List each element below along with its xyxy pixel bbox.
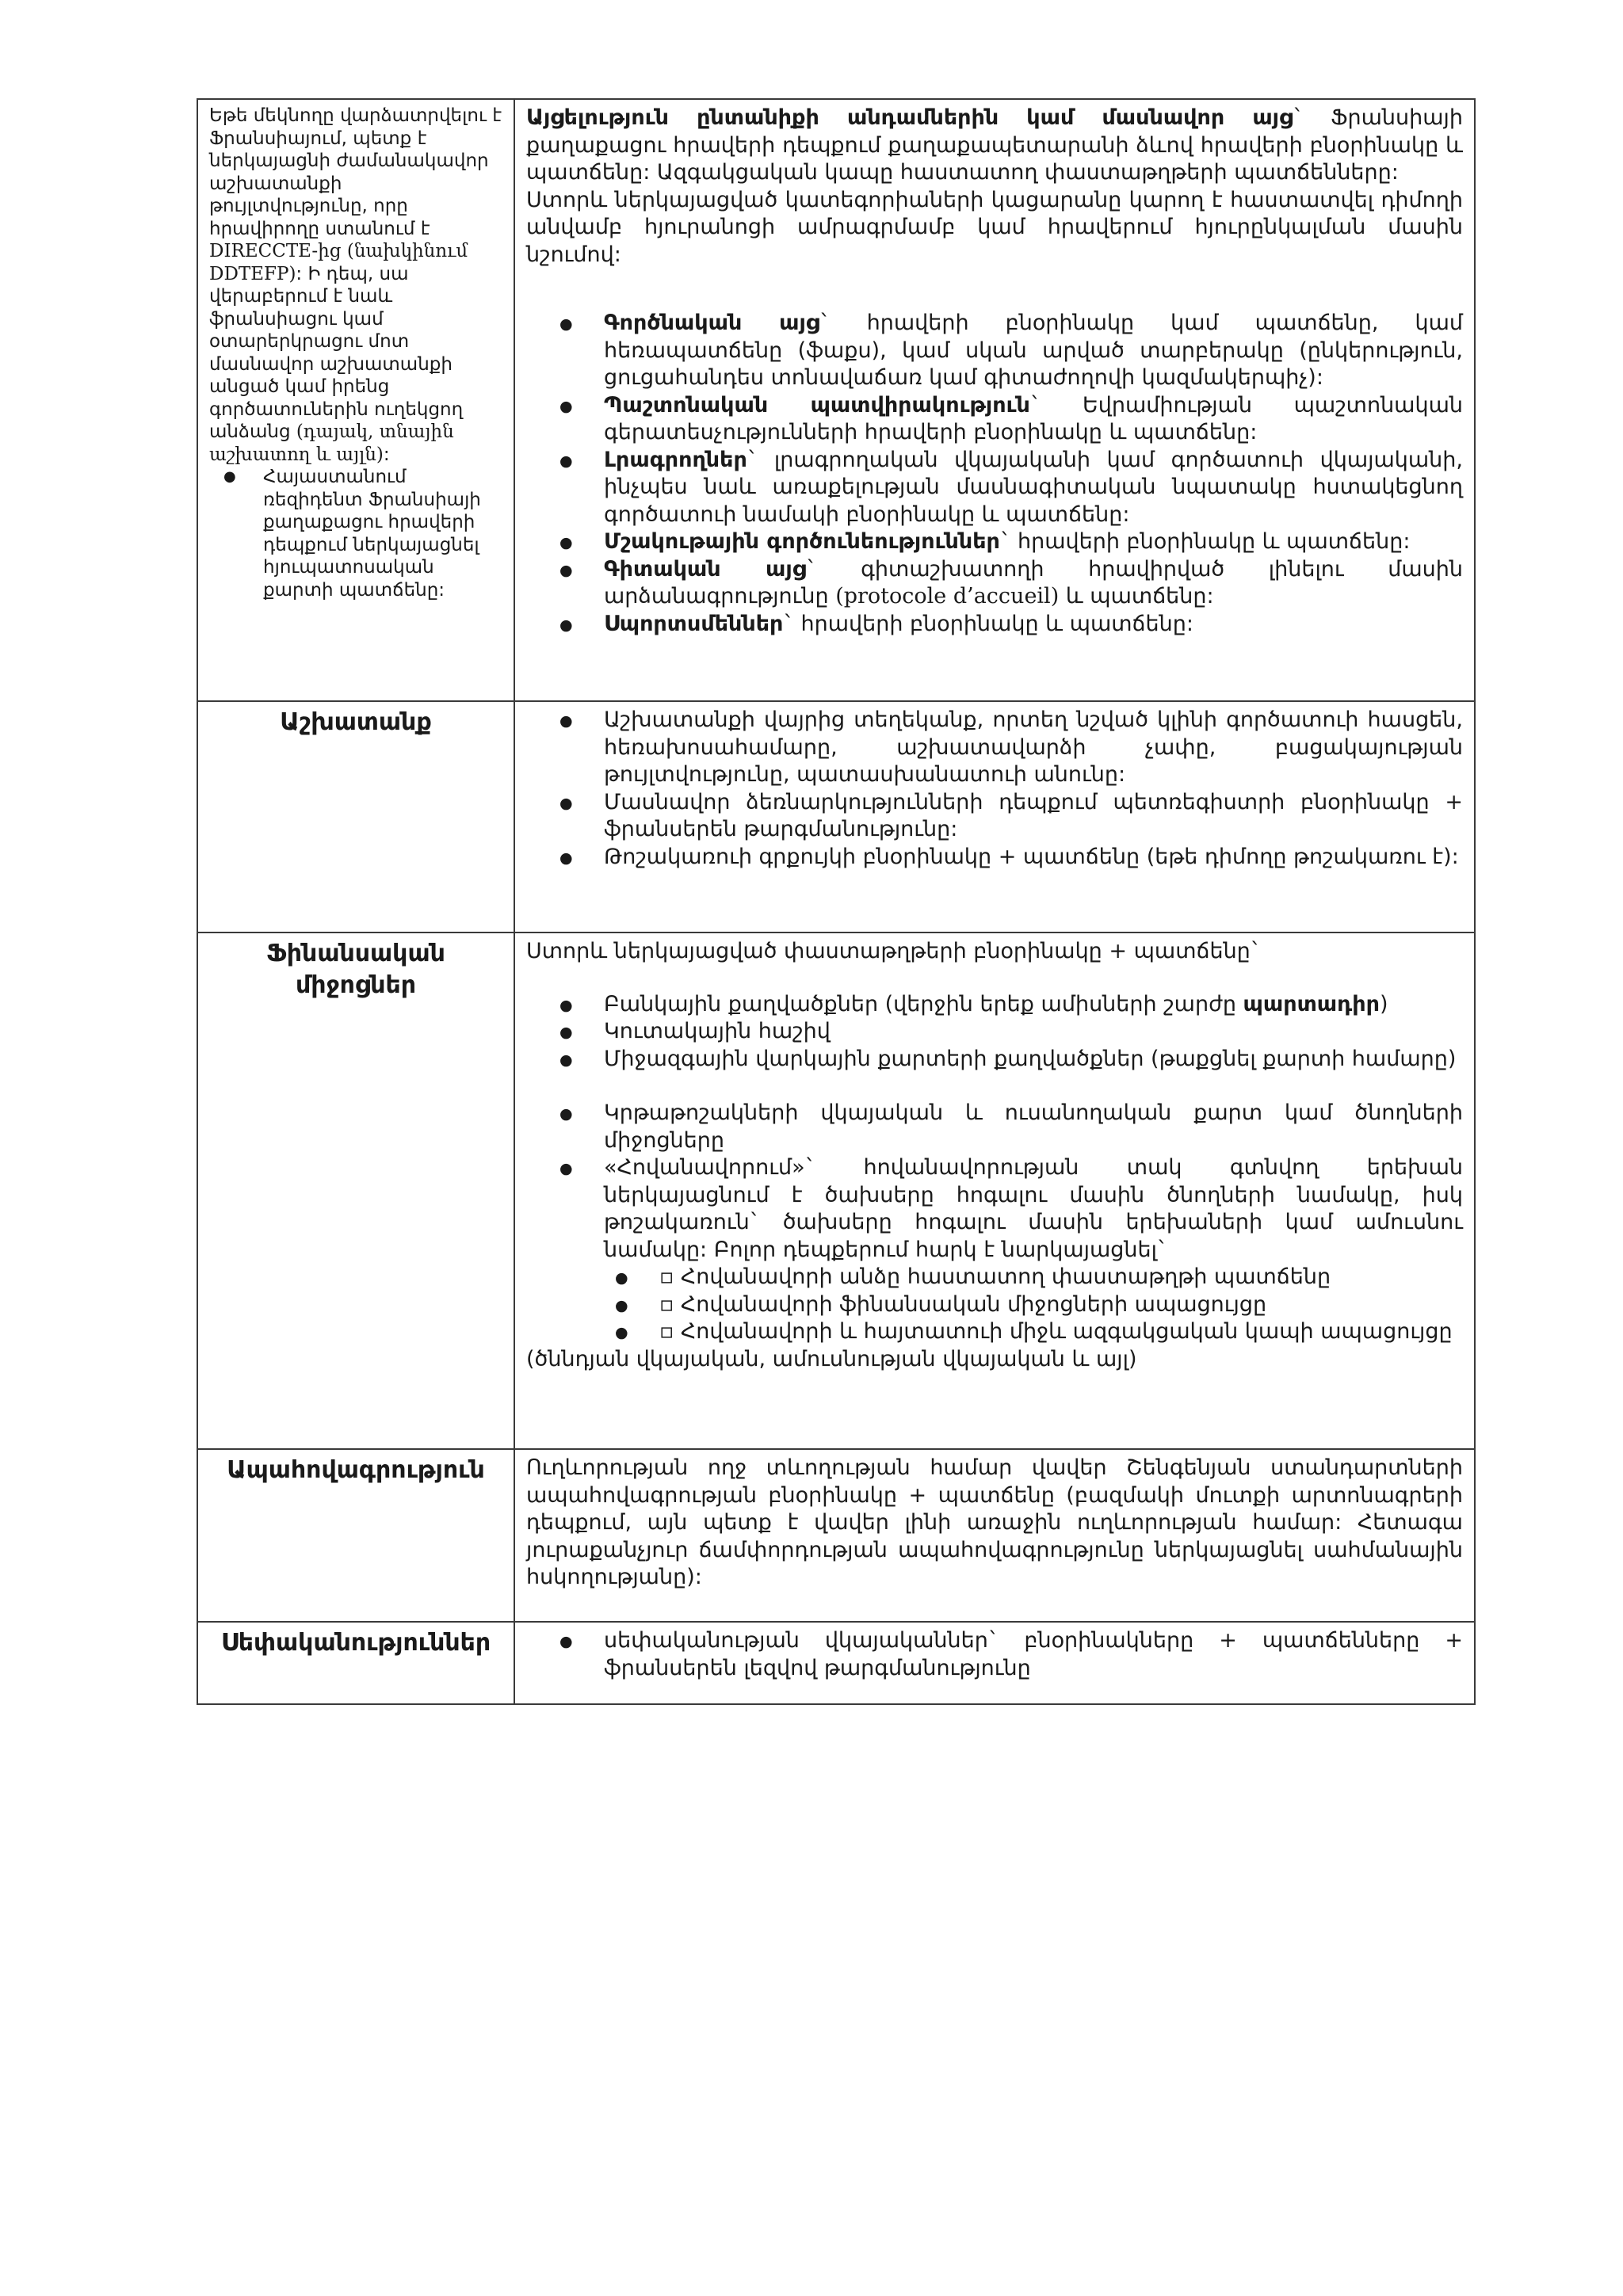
list-item: ● Աշխատանքի վայրից տեղեկանք, որտեղ նշված կլինի գործատուի հասցեն, հեռախոսահամարը, աշխատավարձի չափը, բացակայության թույլտվությունը, պատասխանատուի անունը: [604, 707, 1463, 789]
list-item: ● Հայաստանում ռեզիդենտ Ֆրանսիայի քաղաքացու հրավերի դեպքում ներկայացնել հյուպատոսական քարտի պատճենը: [263, 466, 502, 601]
row-heading: Ֆինանսական միջոցներ [266, 940, 445, 999]
list-item: ● ▫ Հովանավորի անձը հաստատող փաստաթղթի պատճենը [659, 1264, 1463, 1291]
sponsor-proof-list [604, 1264, 1463, 1346]
employment-content-cell [514, 701, 1475, 933]
list-item: ● Բանկային քաղվածքներ (վերջին երեք ամիսների շարժը պարտադիր) [604, 991, 1463, 1019]
visit-type-list [526, 310, 1463, 638]
insurance-text: Ուղևորության ողջ տևողության համար վավեր Շենգենյան ստանդարտների ապահովագրության բնօրինակը + պատճենը (բազմակի մուտքի արտոնագրերի դեպքում, այն պետք է վավեր լինի առաջին ուղևորության համար: Հետագա յուրաքանչյուր ճամփորդության ապահովագրությունը ներկայացնել սահմանային հսկողությանը): [526, 1455, 1463, 1589]
sponsorship-list [526, 1100, 1463, 1346]
row-heading: Սեփականություններ [220, 1629, 491, 1657]
family-visit-paragraph: Այցելություն ընտանիքի անդամներին կամ մասնավոր այց` Ֆրանսիայի քաղաքացու հրավերի դեպքում քաղաքապետարանի ձևով հրավերի բնօրինակը և պատճենը: Ազգակցական կապը հաստատող փաստաթղթերի պատճենները: [526, 105, 1463, 185]
list-item: ● Պաշտոնական պատվիրակություն` Եվրամիության պաշտոնական գերատեսչությունների հրավերի բնօրինակը և պատճենը: [604, 392, 1463, 447]
list-item: ● Գիտական այց` գիտաշխատողի հրավիրված լինելու մասին արձանագրությունը (protocole d’accueil) և պատճենը: [604, 556, 1463, 611]
table-row-insurance [197, 1449, 1475, 1622]
work-permit-note: Եթե մեկնողը վարձատրվելու է Ֆրանսիայում, պետք է ներկայացնի ժամանակավոր աշխատանքի թույլտվությունը, որը հրավիրողը ստանում է DIRECCTE-ից (նախկինում DDTEFP): Ի դեպ, սա վերաբերում է նաև ֆրանսիացու կամ օտարերկրացու մոտ մասնավոր աշխատանքի անցած կամ իրենց գործատուներին ուղեկցող անձանց (դայակ, տնային աշխատող և այլն): [209, 105, 502, 465]
list-item: ● Կուտակային հաշիվ [604, 1018, 1463, 1046]
list-item: ● Կրթաթոշակների վկայական և ուսանողական քարտ կամ ծնողների միջոցները [604, 1100, 1463, 1154]
invitation-right-cell [514, 99, 1475, 701]
insurance-content-cell [514, 1449, 1475, 1622]
property-list [526, 1627, 1463, 1682]
list-item: ● ▫ Հովանավորի և հայտատուի միջև ազգակցական կապի ապացույցը [659, 1318, 1463, 1346]
property-content-cell [514, 1622, 1475, 1704]
table-row-property [197, 1622, 1475, 1704]
list-item: ● Մասնավոր ձեռնարկությունների դեպքում պետռեգիստրի բնօրինակը + ֆրանսերեն թարգմանությունը: [604, 789, 1463, 844]
list-item: ● «Հովանավորում»` հովանավորության տակ գտնվող երեխան ներկայացնում է ծախսերը հոգալու մասին ծնողների նամակը, իսկ թոշակառուն` ծախսերը հոգալու մասին երեխաների կամ ամուսնու նամակը: Բոլոր դեպքերում հարկ է նարկայացնել` ● ▫ Հովանավորի անձը հաստատող փաստաթղթի պատճենը ● ▫ Հովանավորի ֆինանսական միջոցների ապացույցը ● ▫ Հովանավորի և հայտատուի միջև ազգակցական կապի ապացույցը [604, 1154, 1463, 1346]
table-row-employment [197, 701, 1475, 933]
insurance-label-cell [197, 1449, 514, 1622]
financial-intro: Ստորև ներկայացված փաստաթղթերի բնօրինակը + պատճենը` [526, 939, 1262, 963]
list-item: ● Թոշակառուի գրքույկի բնօրինակը + պատճենը (եթե դիմողը թոշակառու է): [604, 844, 1463, 871]
list-item: ● Սպորտսմեններ` հրավերի բնօրինակը և պատճենը: [604, 611, 1463, 639]
table-row-financial-means [197, 933, 1475, 1449]
employment-list [526, 707, 1463, 871]
list-item: ● Գործնական այց` հրավերի բնօրինակը կամ պատճենը, կամ հեռապատճենը (ֆաքս), կամ սկան արված տարբերակը (ընկերություն, ցուցահանդես տոնավաճառ կամ գիտաժողովի կազմակերպիչ): [604, 310, 1463, 392]
proof-examples: (ծննդյան վկայական, ամուսնության վկայական և այլ) [526, 1346, 1137, 1371]
left-bullet-list [209, 466, 502, 601]
list-item: ● Միջազգային վարկային քարտերի քաղվածքներ (թաքցնել քարտի համարը) [604, 1046, 1463, 1074]
list-item: ● Լրագրողներ` լրագրողական վկայականի կամ գործատուի վկայականի, ինչպես նաև առաքելության մասնագիտական նպատակը հստակեցնող գործատուի նամակի բնօրինակը և պատճենը: [604, 447, 1463, 529]
table-row-invitation [197, 99, 1475, 701]
visa-requirements-table [197, 98, 1476, 1705]
list-item: ● սեփականության վկայականներ` բնօրինակները + պատճենները + ֆրանսերեն լեզվով թարգմանությունը [604, 1627, 1463, 1682]
employment-label-cell [197, 701, 514, 933]
row-heading: Աշխատանք [280, 708, 432, 736]
property-label-cell [197, 1622, 514, 1704]
invitation-left-cell [197, 99, 514, 701]
financial-label-cell [197, 933, 514, 1449]
financial-content-cell [514, 933, 1475, 1449]
row-heading: Ապահովագրություն [227, 1456, 485, 1484]
accommodation-paragraph: Ստորև ներկայացված կատեգորիաների կացարանը կարող է հաստատվել դիմողի անվամբ հյուրանոցի ամրագրմամբ կամ հրավերում հյուրընկալման մասին նշումով: [526, 187, 1463, 267]
bank-documents-list [526, 991, 1463, 1074]
list-item: ● Մշակութային գործունեություններ` հրավերի բնօրինակը և պատճենը: [604, 528, 1463, 556]
list-item: ● ▫ Հովանավորի ֆինանսական միջոցների ապացույցը [659, 1291, 1463, 1319]
